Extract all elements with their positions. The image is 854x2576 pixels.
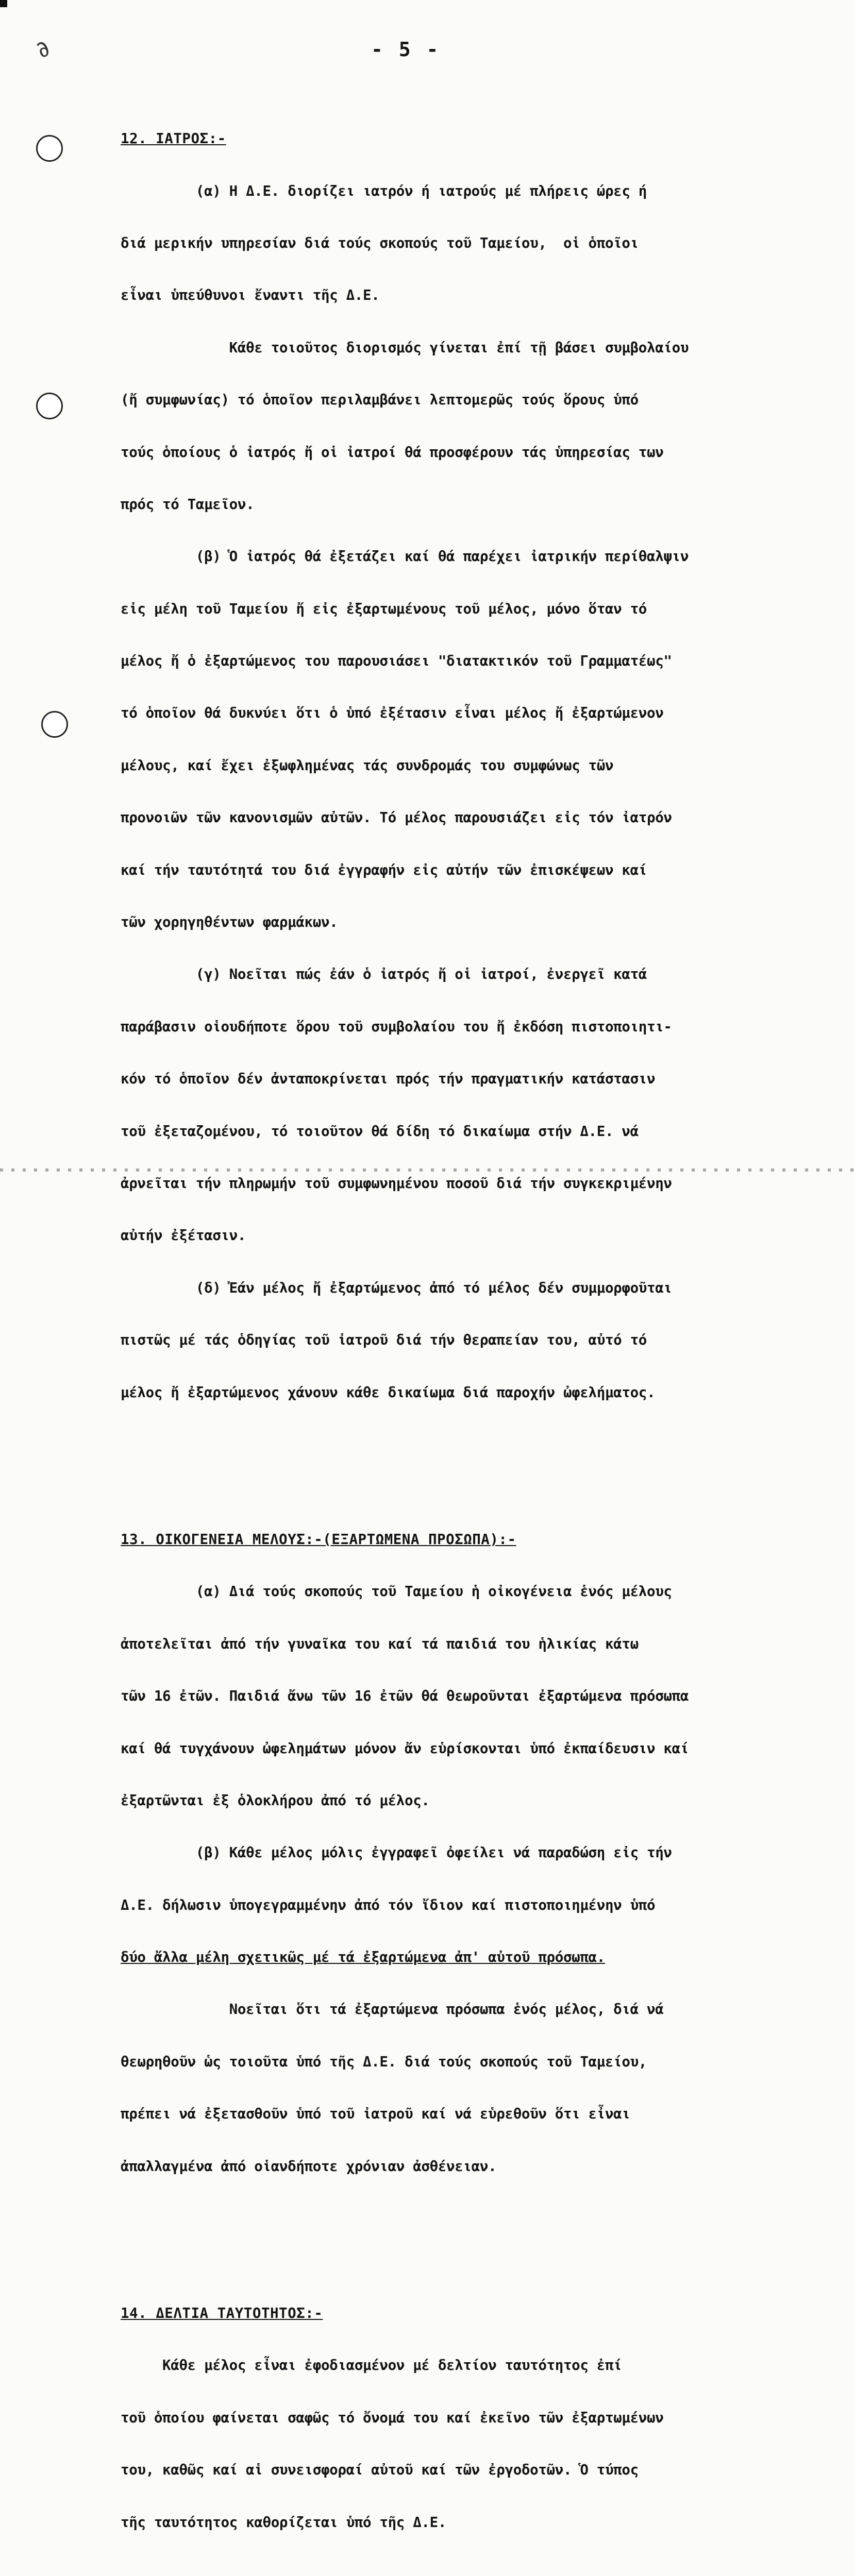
text-line: (α) Διά τούς σκοπούς τοῦ Ταμείου ἡ οἰκογένεια ἑνός μέλους xyxy=(121,1583,672,1600)
text-line: (δ) Ἐάν μέλος ἤ ἐξαρτώμενος ἀπό τό μέλος δέν συμμορφοῦται xyxy=(121,1279,672,1296)
text-line: αὐτήν ἐξέτασιν. xyxy=(121,1227,246,1244)
text-line: εἰς μέλη τοῦ Ταμείου ἤ εἰς ἐξαρτωμένους τοῦ μέλος, μόνο ὅταν τό xyxy=(121,600,647,617)
section-12 xyxy=(121,96,842,1436)
scan-edge-noise xyxy=(0,1168,854,1172)
document-body xyxy=(121,61,842,2576)
text-line: πιστῶς μέ τάς ὁδηγίας τοῦ ἰατροῦ διά τήν θεραπείαν του, αὐτό τό xyxy=(121,1332,647,1349)
text-line: Νοεῖται ὅτι τά ἐξαρτώμενα πρόσωπα ἑνός μέλος, διά νά xyxy=(121,2001,664,2018)
text-line: τούς ὁποίους ὁ ἰατρός ἤ οἱ ἰατροί θά προσφέρουν τάς ὑπηρεσίας των xyxy=(121,444,664,461)
text-line: διά μερικήν υπηρεσίαν διά τούς σκοπούς τοῦ Ταμείου, οἱ ὁποῖοι xyxy=(121,234,639,251)
text-line: τοῦ ἐξεταζομένου, τό τοιοῦτον θά δίδη τό δικαίωμα στήν Δ.Ε. νά xyxy=(121,1123,639,1140)
text-line: ἀπαλλαγμένα ἀπό οἱανδήποτε χρόνιαν ἀσθένειαν. xyxy=(121,2158,497,2175)
page-number: - 5 - xyxy=(371,38,441,61)
text-line: θεωρηθοῦν ὡς τοιοῦτα ὑπό τῆς Δ.Ε. διά τούς σκοπούς τοῦ Ταμείου, xyxy=(121,2053,647,2070)
section-heading: 14. ΔΕΛΤΙΑ ΤΑΥΤΟΤΗΤΟΣ:- xyxy=(121,2305,323,2321)
punch-hole-icon xyxy=(36,135,63,162)
punch-hole-icon xyxy=(41,711,68,738)
text-line: καί τήν ταυτότητά του διά ἐγγραφήν εἰς αὐτήν τῶν ἐπισκέψεων καί xyxy=(121,861,647,878)
text-line: ἀρνεῖται τήν πληρωμήν τοῦ συμφωνημένου ποσοῦ διά τήν συγκεκριμένην xyxy=(121,1175,672,1192)
text-line: (ἤ συμφωνίας) τό ὁποῖον περιλαμβάνει λεπτομερῶς τούς ὅρους ὑπό xyxy=(121,392,639,409)
text-line: πρός τό Ταμεῖον. xyxy=(121,496,255,513)
text-line: μέλος ἤ ἐξαρτώμενος χάνουν κάθε δικαίωμα διά παροχήν ὠφελήματος. xyxy=(121,1384,656,1401)
text-line: ἐξαρτῶνται ἐξ ὁλοκλήρου ἀπό τό μέλος. xyxy=(121,1792,430,1809)
text-line: Κάθε μέλος εἶναι ἐφοδιασμένον μέ δελτίον ταυτότητος ἐπί xyxy=(121,2357,622,2374)
text-line: τῶν 16 ἐτῶν. Παιδιά ἄνω τῶν 16 ἐτῶν θά θεωροῦνται ἐξαρτώμενα πρόσωπα xyxy=(121,1688,689,1705)
text-line: Κάθε τοιοῦτος διορισμός γίνεται ἐπί τῇ βάσει συμβολαίου xyxy=(121,339,689,356)
text-line: τῶν χορηγηθέντων φαρμάκων. xyxy=(121,914,338,931)
text-line: κόν τό ὁποῖον δέν ἀνταποκρίνεται πρός τήν πραγματικήν κατάστασιν xyxy=(121,1071,656,1088)
text-line: τῆς ταυτότητος καθορίζεται ὑπό τῆς Δ.Ε. xyxy=(121,2514,447,2531)
section-14 xyxy=(121,2270,842,2566)
text-line: μέλους, καί ἔχει ἐξωφλημένας τάς συνδρομάς του συμφώνως τῶν xyxy=(121,757,614,774)
text-line: καί θά τυγχάνουν ὠφελημάτων μόνον ἄν εὑρίσκονται ὑπό ἐκπαίδευσιν καί xyxy=(121,1740,689,1757)
section-heading: 12. ΙΑΤΡΟΣ:- xyxy=(121,130,226,147)
text-line: τό ὁποῖον θά δυκνύει ὅτι ὁ ὑπό ἐξέτασιν εἶναι μέλος ἤ ἐξαρτώμενον xyxy=(121,705,664,722)
text-line: πρέπει νά ἐξετασθοῦν ὑπό τοῦ ἰατροῦ καί νά εὑρεθοῦν ὅτι εἶναι xyxy=(121,2106,630,2123)
text-line: τοῦ ὁποίου φαίνεται σαφῶς τό ὄνομά του καί ἐκεῖνο τῶν ἐξαρτωμένων xyxy=(121,2409,664,2426)
section-heading: 13. ΟΙΚΟΓΕΝΕΙΑ ΜΕΛΟΥΣ:-(ΕΞΑΡΤΩΜΕΝΑ ΠΡΟΣΩΠΑ):- xyxy=(121,1531,516,1548)
text-line: του, καθῶς καί αἱ συνεισφοραί αὐτοῦ καί τῶν ἐργοδοτῶν. Ὁ τύπος xyxy=(121,2462,639,2479)
text-line: εἶναι ὑπεύθυνοι ἔναντι τῆς Δ.Ε. xyxy=(121,287,380,304)
text-line: ἀποτελεῖται ἀπό τήν γυναῖκα του καί τά παιδιά του ἡλικίας κάτω xyxy=(121,1635,639,1652)
corner-mark xyxy=(0,0,7,7)
text-line: Δ.Ε. δήλωσιν ὑπογεγραμμένην ἀπό τόν ἴδιον καί πιστοποιημένην ὑπό xyxy=(121,1896,656,1913)
text-line: (γ) Νοεῖται πώς ἐάν ὁ ἰατρός ἤ οἱ ἰατροί, ἐνεργεῖ κατά xyxy=(121,966,647,983)
punch-hole-icon xyxy=(36,393,63,419)
text-line: προνοιῶν τῶν κανονισμῶν αὐτῶν. Τό μέλος παρουσιάζει εἰς τόν ἰατρόν xyxy=(121,809,672,826)
text-line: (β) Κάθε μέλος μόλις ἐγγραφεῖ ὀφείλει νά παραδώση εἰς τήν xyxy=(121,1844,672,1861)
pen-mark-icon: ∂ xyxy=(29,35,56,64)
text-line: μέλος ἤ ὁ ἐξαρτώμενος του παρουσιάσει "διατακτικόν τοῦ Γραμματέως" xyxy=(121,653,672,670)
section-13 xyxy=(121,1496,842,2210)
text-line: (β) Ὁ ἰατρός θά ἐξετάζει καί θά παρέχει ἰατρικήν περίθαλψιν xyxy=(121,548,689,565)
text-line: δύο ἄλλα μέλη σχετικῶς μέ τά ἐξαρτώμενα ἀπ' αὐτοῦ πρόσωπα. xyxy=(121,1949,605,1966)
text-line: (α) Η Δ.Ε. διορίζει ιατρόν ή ιατρούς μέ πλήρεις ώρες ή xyxy=(121,182,647,199)
text-line: παράβασιν οἱουδήποτε ὅρου τοῦ συμβολαίου του ἤ ἐκδόση πιστοποιητι- xyxy=(121,1018,672,1035)
